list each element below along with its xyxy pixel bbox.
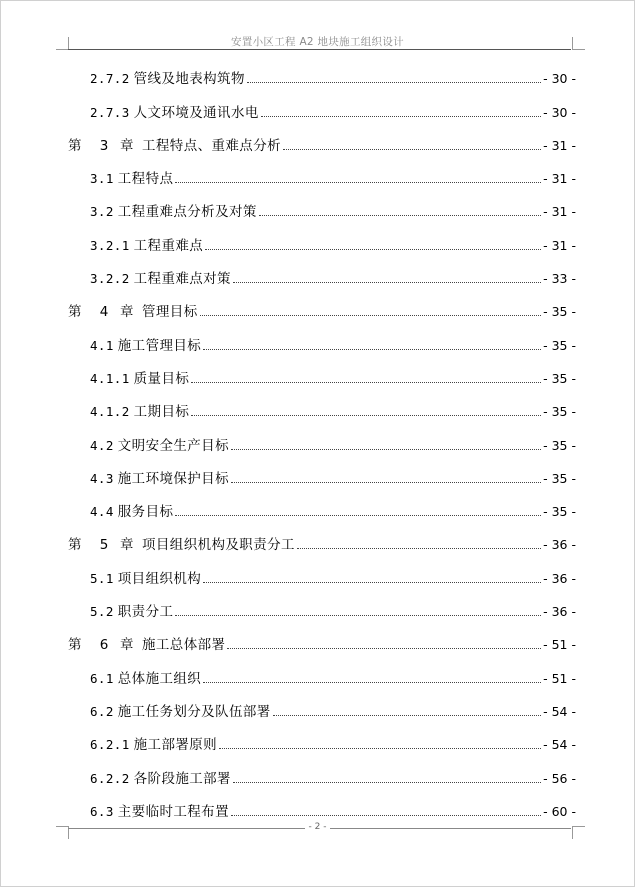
toc-entry-title	[90, 404, 189, 420]
section-title: 施工总体部署	[142, 637, 226, 654]
toc-page-number: - 35 -	[543, 504, 576, 520]
chapter-suffix: 章	[120, 137, 134, 154]
section-title: 施工任务划分及队伍部署	[117, 703, 271, 720]
dot-leader	[231, 815, 541, 816]
dot-leader	[219, 748, 541, 749]
section-number: 2.7.3	[90, 104, 130, 120]
toc-page-number: - 35 -	[543, 304, 576, 320]
toc-entry[interactable]	[68, 189, 576, 222]
toc-entry-title	[90, 804, 229, 820]
dot-leader	[205, 249, 541, 250]
section-title: 各阶段施工部署	[133, 770, 231, 787]
section-title: 项目组织机构及职责分工	[142, 537, 295, 554]
toc-page-number: - 51 -	[543, 670, 576, 686]
dot-leader	[203, 682, 541, 683]
toc-entry[interactable]	[68, 89, 576, 122]
toc-entry-title	[68, 304, 198, 320]
dot-leader	[175, 615, 541, 616]
toc-entry-title	[90, 571, 201, 587]
toc-entry-title	[90, 238, 203, 254]
toc-entry[interactable]	[68, 622, 576, 655]
toc-entry-title	[90, 604, 173, 620]
toc-entry[interactable]	[68, 256, 576, 289]
section-number: 6.2.2	[90, 770, 130, 786]
toc-page-number: - 31 -	[543, 237, 576, 253]
toc-entry[interactable]	[68, 689, 576, 722]
toc-entry-title	[90, 371, 189, 387]
chapter-suffix: 章	[120, 304, 134, 321]
section-number: 5.1	[90, 570, 114, 586]
chapter-label	[68, 537, 142, 553]
toc-entry[interactable]	[68, 123, 576, 156]
section-title: 文明安全生产目标	[117, 437, 229, 454]
toc-entry-title	[90, 271, 231, 287]
section-title: 施工环境保护目标	[117, 470, 229, 487]
chapter-suffix: 章	[120, 637, 134, 654]
toc-entry[interactable]	[68, 322, 576, 355]
page-footer	[0, 822, 635, 832]
chapter-word: 第	[68, 304, 82, 321]
toc-page-number: - 30 -	[543, 71, 576, 87]
toc-page-number: - 35 -	[543, 470, 576, 486]
section-title: 管线及地表构筑物	[133, 71, 245, 88]
dot-leader	[247, 82, 541, 83]
dot-leader	[259, 215, 541, 216]
toc-page-number: - 30 -	[543, 104, 576, 120]
toc-entry[interactable]	[68, 422, 576, 455]
chapter-label	[68, 304, 142, 320]
dot-leader	[233, 282, 541, 283]
section-number: 4.1.2	[90, 404, 130, 420]
section-title: 主要临时工程布置	[117, 803, 229, 820]
dot-leader	[231, 449, 541, 450]
toc-entry[interactable]	[68, 755, 576, 788]
chapter-label	[68, 637, 142, 653]
dot-leader	[175, 515, 541, 516]
toc-entry[interactable]	[68, 722, 576, 755]
toc-entry-title	[90, 71, 245, 87]
section-title: 工期目标	[133, 404, 190, 421]
toc-page-number: - 35 -	[543, 437, 576, 453]
section-number: 3.2.1	[90, 237, 130, 253]
toc-page-number: - 56 -	[543, 770, 576, 786]
toc-page-number: - 54 -	[543, 737, 576, 753]
toc-entry-title	[68, 537, 295, 553]
toc-entry[interactable]	[68, 56, 576, 89]
section-title: 工程特点	[117, 171, 174, 188]
chapter-number: 3	[99, 137, 109, 154]
toc-entry[interactable]	[68, 789, 576, 822]
toc-page-number: - 36 -	[543, 570, 576, 586]
section-title: 质量目标	[133, 370, 190, 387]
dot-leader	[203, 582, 541, 583]
page-header-title: 安置小区工程 A2 地块施工组织设计	[231, 36, 404, 48]
section-number: 3.2	[90, 204, 114, 220]
toc-entry[interactable]	[68, 589, 576, 622]
toc-page-number: - 36 -	[543, 537, 576, 553]
dot-leader	[283, 149, 541, 150]
section-number: 6.2	[90, 703, 114, 719]
toc-entry-title	[68, 637, 225, 653]
dot-leader	[273, 715, 541, 716]
chapter-suffix: 章	[120, 537, 134, 554]
section-title: 工程重难点分析及对策	[117, 204, 257, 221]
toc-entry-title	[90, 671, 201, 687]
toc-page-number: - 35 -	[543, 337, 576, 353]
toc-entry-title	[90, 737, 217, 753]
toc-entry[interactable]	[68, 156, 576, 189]
section-title: 施工部署原则	[133, 737, 218, 754]
toc-entry-title	[90, 471, 229, 487]
toc-entry-title	[90, 438, 229, 454]
dot-leader	[297, 548, 541, 549]
dot-leader	[191, 415, 541, 416]
chapter-word: 第	[68, 537, 82, 554]
toc-entry-title	[68, 138, 281, 154]
toc-entry[interactable]	[68, 289, 576, 322]
toc-entry-title	[90, 105, 259, 121]
toc-page-number: - 54 -	[543, 703, 576, 719]
toc-page-number: - 36 -	[543, 604, 576, 620]
section-number: 4.1.1	[90, 370, 130, 386]
dot-leader	[261, 116, 541, 117]
dot-leader	[231, 482, 541, 483]
section-title: 人文环境及通讯水电	[133, 104, 259, 121]
section-number: 4.2	[90, 437, 114, 453]
table-of-contents	[68, 56, 576, 822]
toc-page-number: - 60 -	[543, 803, 576, 819]
dot-leader	[203, 349, 541, 350]
toc-page-number: - 35 -	[543, 370, 576, 386]
page-number: - 2 -	[305, 822, 331, 832]
section-number: 4.3	[90, 470, 114, 486]
toc-entry-title	[90, 704, 271, 720]
dot-leader	[233, 782, 541, 783]
toc-entry-title	[90, 204, 257, 220]
section-title: 工程特点、重难点分析	[142, 137, 281, 154]
header-rule	[68, 49, 571, 50]
toc-entry-title	[90, 171, 173, 187]
chapter-number: 6	[99, 637, 109, 654]
section-title: 管理目标	[142, 304, 198, 321]
toc-entry[interactable]	[68, 655, 576, 688]
section-number: 5.2	[90, 604, 114, 620]
toc-page-number: - 33 -	[543, 271, 576, 287]
toc-entry-title	[90, 504, 173, 520]
section-number: 6.1	[90, 670, 114, 686]
toc-entry[interactable]	[68, 522, 576, 555]
section-title: 总体施工组织	[117, 670, 202, 687]
section-title: 职责分工	[117, 604, 174, 621]
section-title: 工程重难点	[133, 237, 204, 254]
section-number: 6.2.1	[90, 737, 130, 753]
dot-leader	[191, 382, 541, 383]
toc-page-number: - 31 -	[543, 204, 576, 220]
chapter-number: 4	[99, 304, 109, 321]
section-number: 3.1	[90, 171, 114, 187]
toc-entry[interactable]	[68, 555, 576, 588]
toc-entry-title	[90, 338, 201, 354]
section-number: 6.3	[90, 803, 114, 819]
section-title: 施工管理目标	[117, 337, 202, 354]
toc-entry[interactable]	[68, 222, 576, 255]
section-title: 工程重难点对策	[133, 271, 231, 288]
toc-entry[interactable]	[68, 356, 576, 389]
section-number: 4.4	[90, 504, 114, 520]
section-number: 4.1	[90, 337, 114, 353]
chapter-number: 5	[99, 537, 109, 554]
chapter-label	[68, 138, 142, 154]
dot-leader	[227, 648, 541, 649]
section-number: 2.7.2	[90, 71, 130, 87]
dot-leader	[175, 182, 541, 183]
toc-entry[interactable]	[68, 456, 576, 489]
toc-entry[interactable]	[68, 489, 576, 522]
section-title: 项目组织机构	[117, 570, 202, 587]
toc-entry[interactable]	[68, 389, 576, 422]
toc-page-number: - 31 -	[543, 171, 576, 187]
toc-entry-title	[90, 771, 231, 787]
chapter-word: 第	[68, 137, 82, 154]
toc-page-number: - 31 -	[543, 137, 576, 153]
dot-leader	[200, 315, 542, 316]
toc-page-number: - 51 -	[543, 637, 576, 653]
section-number: 3.2.2	[90, 271, 130, 287]
toc-page-number: - 35 -	[543, 404, 576, 420]
section-title: 服务目标	[117, 504, 174, 521]
chapter-word: 第	[68, 637, 82, 654]
